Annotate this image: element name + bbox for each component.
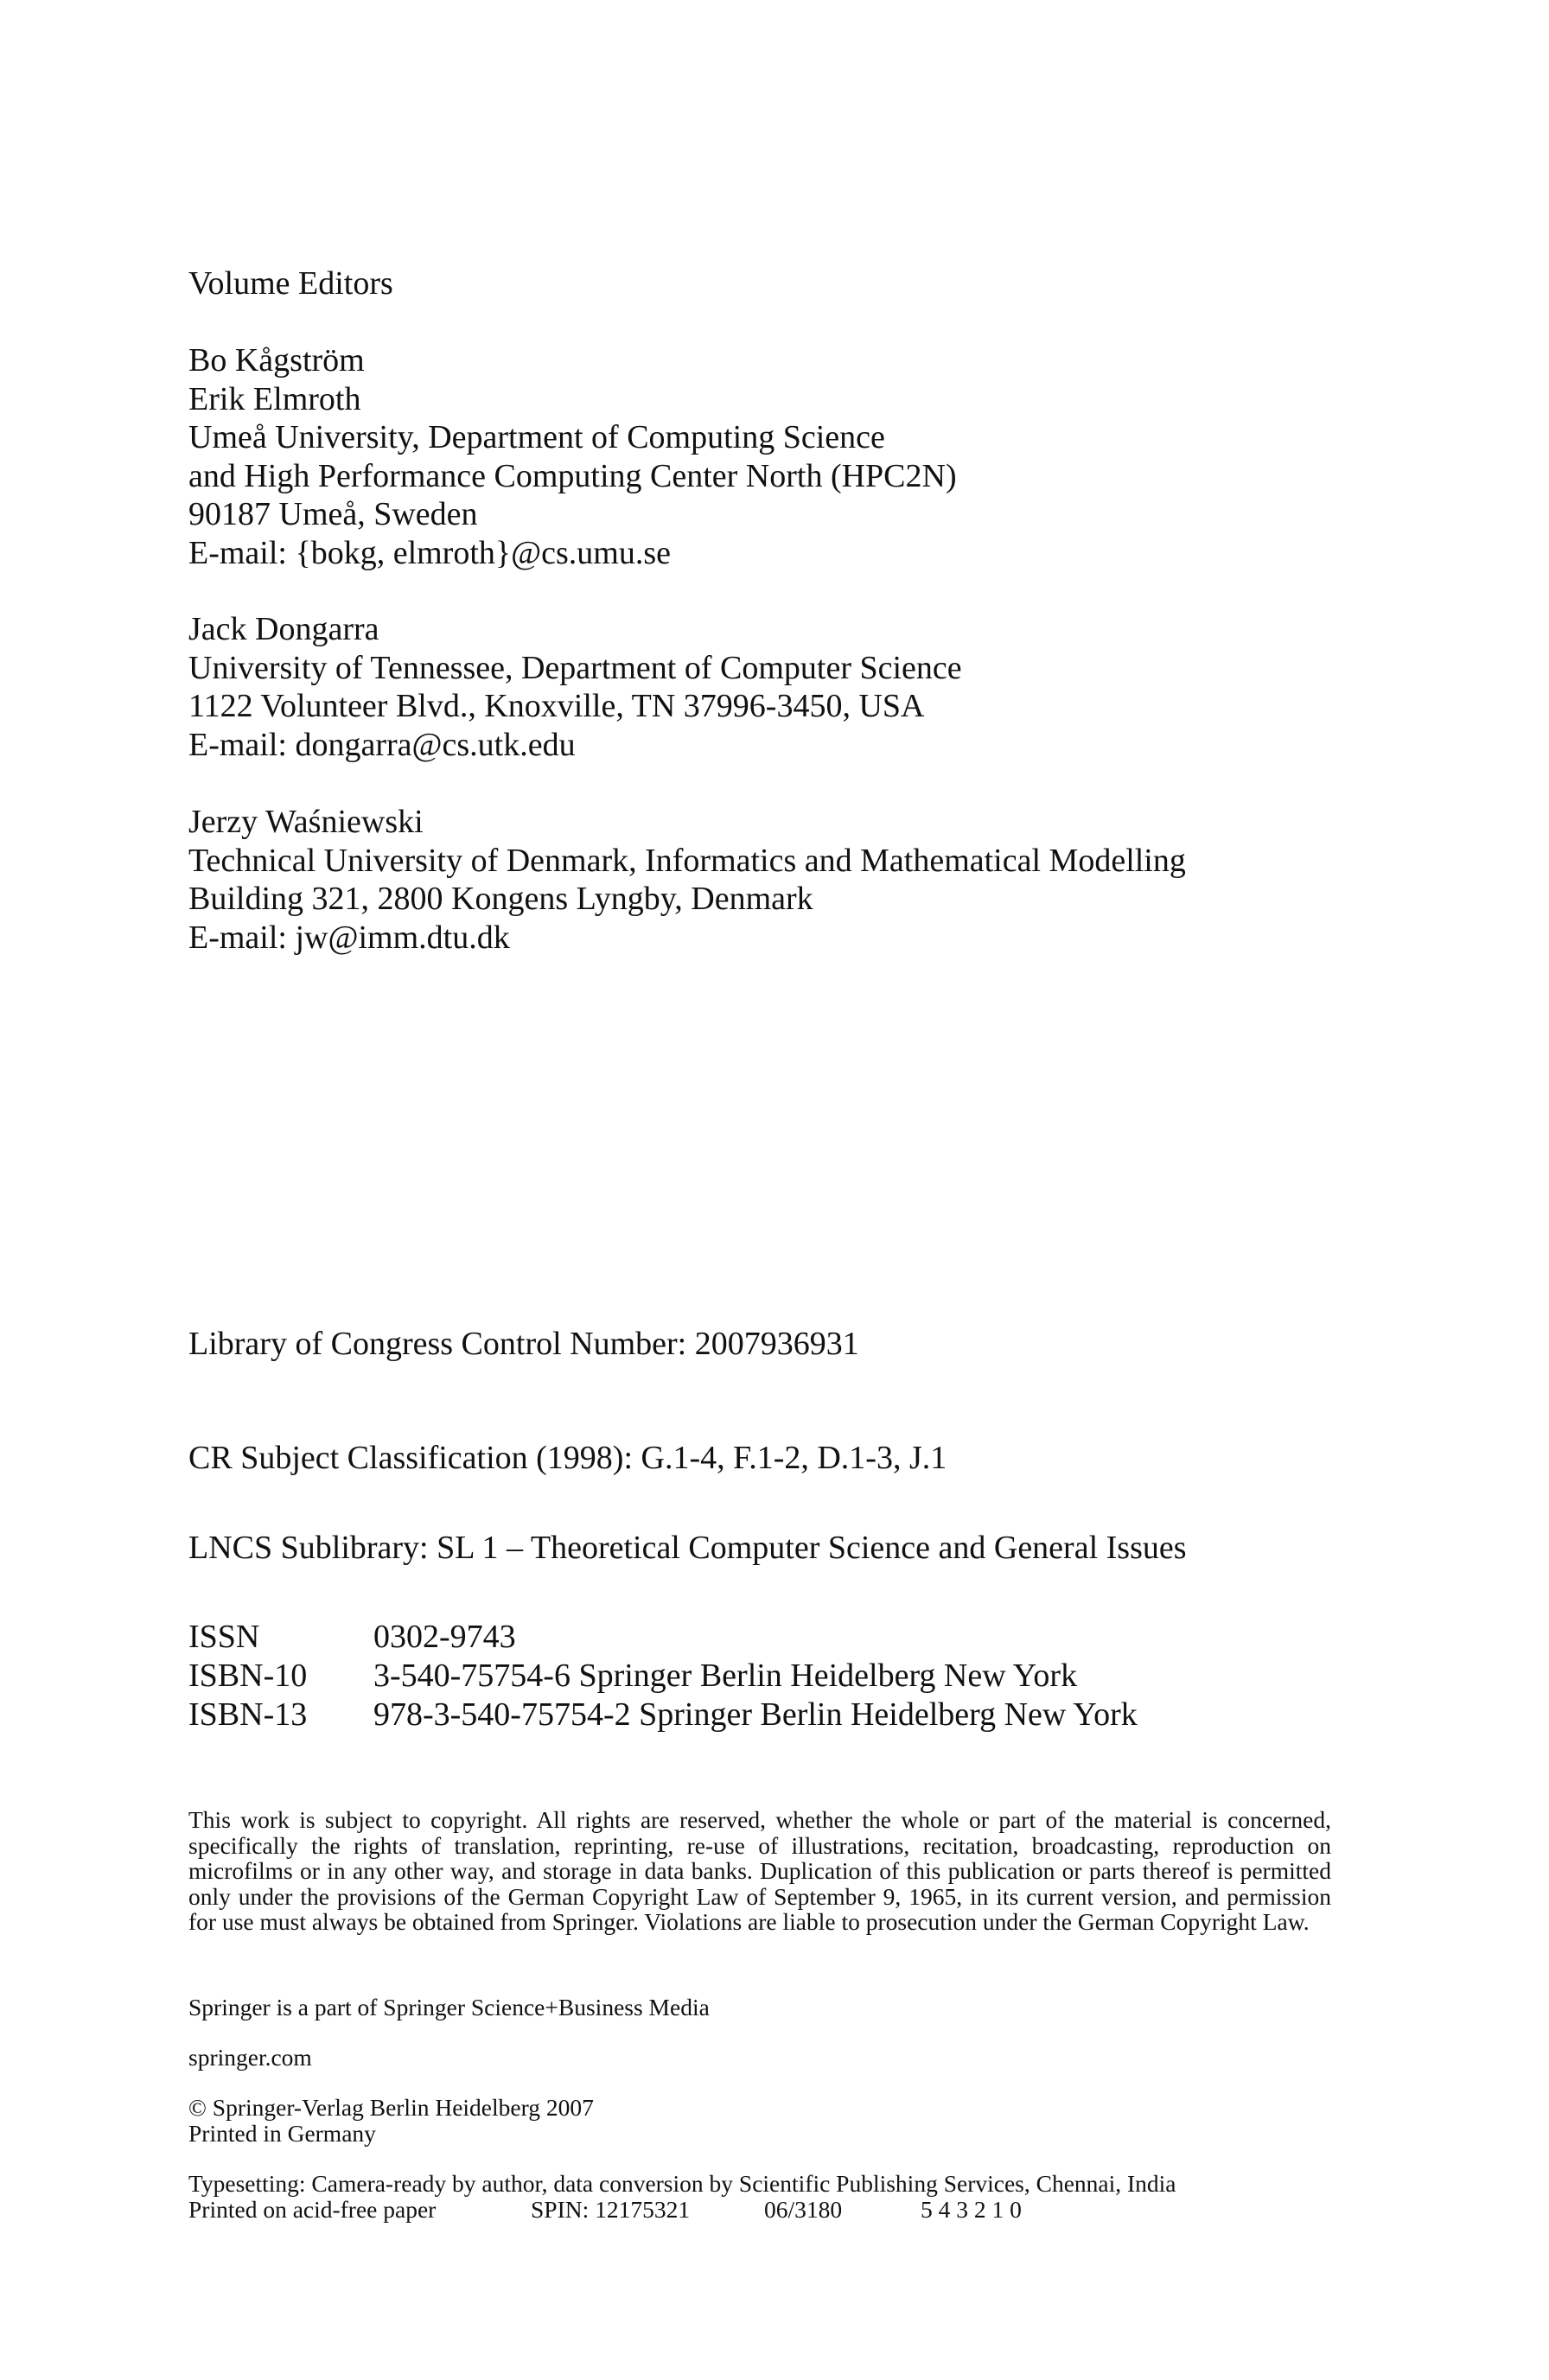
editor-affiliation: and High Performance Computing Center North (HPC2N) xyxy=(188,457,957,494)
lncs-sublibrary: LNCS Sublibrary: SL 1 – Theoretical Computer Science and General Issues xyxy=(188,1530,1187,1566)
identifier-row-isbn13 xyxy=(188,1696,1138,1734)
editor-address: Building 321, 2800 Kongens Lyngby, Denmark xyxy=(188,881,813,917)
editor-name: Jack Dongarra xyxy=(188,611,379,647)
editor-block-kagstrom-elmroth xyxy=(188,341,957,572)
editor-block-wasniewski xyxy=(188,803,1186,957)
editor-email: E-mail: dongarra@cs.utk.edu xyxy=(188,726,576,763)
production-block xyxy=(188,2171,1331,2222)
identifier-table xyxy=(188,1618,1138,1734)
identifier-value: 978-3-540-75754-2 Springer Berlin Heidelberg New York xyxy=(373,1696,1138,1733)
identifier-value: 0302-9743 xyxy=(373,1619,516,1655)
print-run-numbers: 5 4 3 2 1 0 xyxy=(921,2195,1022,2223)
editor-block-dongarra xyxy=(188,610,962,764)
production-details-row xyxy=(188,2197,1331,2223)
copyright-notice: This work is subject to copyright. All rights are reserved, whether the whole or part of the material is concerned, specifically the rights of translation, reprinting, re-use of illustrations, recitation, broadcasting, reproduction on microfilms or in any other way, and storage in data banks. Duplication of this publication or parts thereof is permitted only under the provisions of the German Copyright Law of September 9, 1965, in its current version, and permission for use must always be obtained from Springer. Violations are liable to prosecution under the German Copyright Law. xyxy=(188,1806,1331,1935)
editor-address: 90187 Umeå, Sweden xyxy=(188,496,478,532)
copyright-block xyxy=(188,2095,1331,2146)
identifier-row-isbn10 xyxy=(188,1657,1138,1696)
spin-number: SPIN: 12175321 xyxy=(531,2195,691,2223)
editor-email: E-mail: {bokg, elmroth}@cs.umu.se xyxy=(188,534,671,571)
production-code: 06/3180 xyxy=(764,2195,843,2223)
identifier-label: ISSN xyxy=(188,1619,260,1655)
editor-name: Jerzy Waśniewski xyxy=(188,804,424,840)
identifier-label: ISBN-10 xyxy=(188,1658,308,1694)
springer-group-statement: Springer is a part of Springer Science+Business Media xyxy=(188,1994,710,2020)
identifier-row-issn xyxy=(188,1618,1138,1657)
typesetting-line: Typesetting: Camera-ready by author, data conversion by Scientific Publishing Services, Chennai, India xyxy=(188,2170,1176,2197)
paper-statement: Printed on acid-free paper xyxy=(188,2195,437,2223)
editor-affiliation: University of Tennessee, Department of Computer Science xyxy=(188,649,962,686)
identifier-label: ISBN-13 xyxy=(188,1696,308,1733)
editor-affiliation: Technical University of Denmark, Informatics and Mathematical Modelling xyxy=(188,842,1186,879)
editor-address: 1122 Volunteer Blvd., Knoxville, TN 37996-3450, USA xyxy=(188,688,925,724)
editor-name: Erik Elmroth xyxy=(188,380,361,417)
printed-in-line: Printed in Germany xyxy=(188,2119,376,2147)
editor-name: Bo Kågström xyxy=(188,342,365,379)
copyright-line: © Springer-Verlag Berlin Heidelberg 2007 xyxy=(188,2094,594,2121)
identifier-value: 3-540-75754-6 Springer Berlin Heidelberg New York xyxy=(373,1658,1078,1694)
editor-affiliation: Umeå University, Department of Computing Science xyxy=(188,419,885,455)
springer-url: springer.com xyxy=(188,2044,312,2071)
cr-subject-classification: CR Subject Classification (1998): G.1-4, F.1-2, D.1-3, J.1 xyxy=(188,1440,947,1476)
volume-editors-heading: Volume Editors xyxy=(188,265,393,302)
library-of-congress-number: Library of Congress Control Number: 2007936931 xyxy=(188,1326,859,1362)
editor-email: E-mail: jw@imm.dtu.dk xyxy=(188,919,510,956)
